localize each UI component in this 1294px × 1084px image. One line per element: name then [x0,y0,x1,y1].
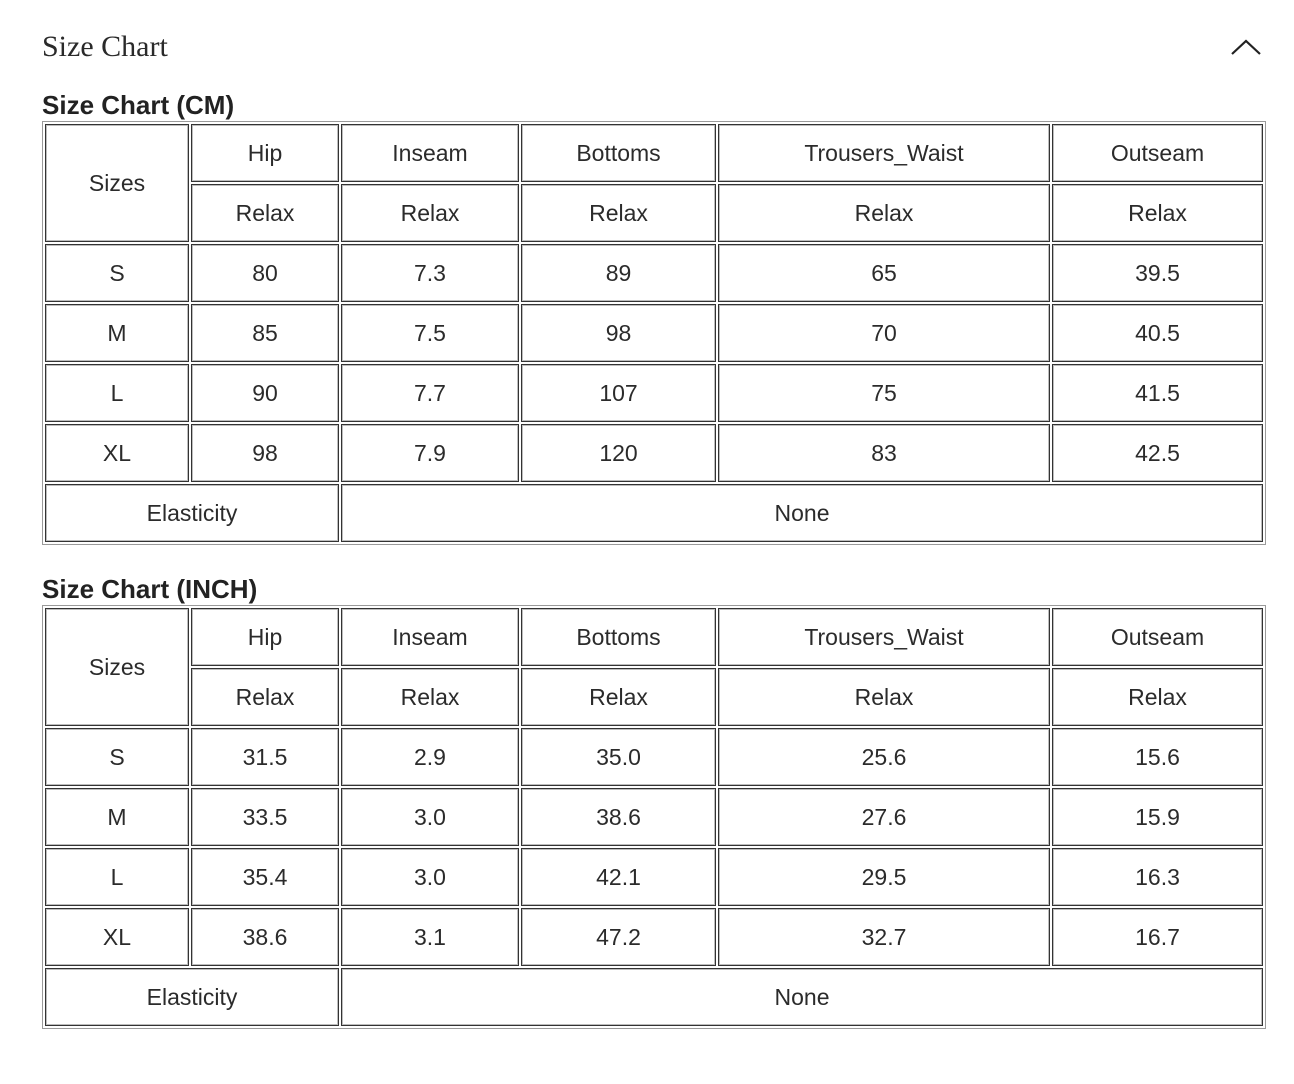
size-chart-header[interactable] [42,26,1264,70]
value-cell: 41.5 [1052,364,1263,422]
value-cell: 120 [521,424,716,482]
section-title: Size Chart [42,30,168,63]
column-header: Trousers_Waist [718,124,1050,182]
value-cell: 38.6 [191,908,339,966]
elasticity-label: Elasticity [45,968,339,1026]
size-cell: S [45,728,189,786]
value-cell: 3.0 [341,788,519,846]
value-cell: 35.0 [521,728,716,786]
value-cell: 98 [521,304,716,362]
elasticity-value: None [341,968,1263,1026]
value-cell: 2.9 [341,728,519,786]
value-cell: 42.5 [1052,424,1263,482]
elasticity-row [45,484,1263,542]
table-row [45,364,1263,422]
sub-column-header: Relax [718,668,1050,726]
value-cell: 89 [521,244,716,302]
table-row [45,304,1263,362]
elasticity-label: Elasticity [45,484,339,542]
sizes-header: Sizes [45,608,189,726]
value-cell: 32.7 [718,908,1050,966]
value-cell: 7.9 [341,424,519,482]
value-cell: 40.5 [1052,304,1263,362]
value-cell: 107 [521,364,716,422]
table-row [45,908,1263,966]
value-cell: 83 [718,424,1050,482]
value-cell: 27.6 [718,788,1050,846]
column-header: Bottoms [521,608,716,666]
value-cell: 16.7 [1052,908,1263,966]
value-cell: 33.5 [191,788,339,846]
sub-column-header: Relax [521,668,716,726]
size-table-cm [42,121,1266,545]
sub-column-header: Relax [191,668,339,726]
sub-column-header: Relax [341,668,519,726]
value-cell: 7.3 [341,244,519,302]
table-row [45,728,1263,786]
sub-column-header: Relax [521,184,716,242]
sub-header-row [45,184,1263,242]
table-row [45,788,1263,846]
value-cell: 98 [191,424,339,482]
value-cell: 65 [718,244,1050,302]
value-cell: 3.0 [341,848,519,906]
chevron-up-icon[interactable] [1228,32,1264,62]
value-cell: 70 [718,304,1050,362]
value-cell: 29.5 [718,848,1050,906]
sub-column-header: Relax [341,184,519,242]
column-header: Inseam [341,124,519,182]
size-table-inch [42,605,1266,1029]
sub-column-header: Relax [718,184,1050,242]
value-cell: 3.1 [341,908,519,966]
value-cell: 35.4 [191,848,339,906]
value-cell: 15.6 [1052,728,1263,786]
value-cell: 47.2 [521,908,716,966]
table-row [45,244,1263,302]
sub-column-header: Relax [191,184,339,242]
column-header: Trousers_Waist [718,608,1050,666]
sizes-header: Sizes [45,124,189,242]
size-cell: XL [45,424,189,482]
value-cell: 25.6 [718,728,1050,786]
column-header: Hip [191,124,339,182]
value-cell: 90 [191,364,339,422]
column-header: Hip [191,608,339,666]
elasticity-value: None [341,484,1263,542]
header-row [45,124,1263,182]
value-cell: 16.3 [1052,848,1263,906]
value-cell: 7.5 [341,304,519,362]
column-header: Outseam [1052,608,1263,666]
size-cell: L [45,848,189,906]
size-cell: S [45,244,189,302]
sub-column-header: Relax [1052,668,1263,726]
value-cell: 31.5 [191,728,339,786]
cm-table-title: Size Chart (CM) [42,90,235,120]
header-row [45,608,1263,666]
column-header: Bottoms [521,124,716,182]
column-header: Outseam [1052,124,1263,182]
inch-table-title: Size Chart (INCH) [42,574,258,604]
value-cell: 75 [718,364,1050,422]
value-cell: 15.9 [1052,788,1263,846]
sub-header-row [45,668,1263,726]
value-cell: 7.7 [341,364,519,422]
table-row [45,424,1263,482]
value-cell: 38.6 [521,788,716,846]
elasticity-row [45,968,1263,1026]
value-cell: 42.1 [521,848,716,906]
value-cell: 85 [191,304,339,362]
size-cell: XL [45,908,189,966]
size-cell: L [45,364,189,422]
table-row [45,848,1263,906]
column-header: Inseam [341,608,519,666]
size-cell: M [45,304,189,362]
value-cell: 39.5 [1052,244,1263,302]
sub-column-header: Relax [1052,184,1263,242]
value-cell: 80 [191,244,339,302]
size-cell: M [45,788,189,846]
